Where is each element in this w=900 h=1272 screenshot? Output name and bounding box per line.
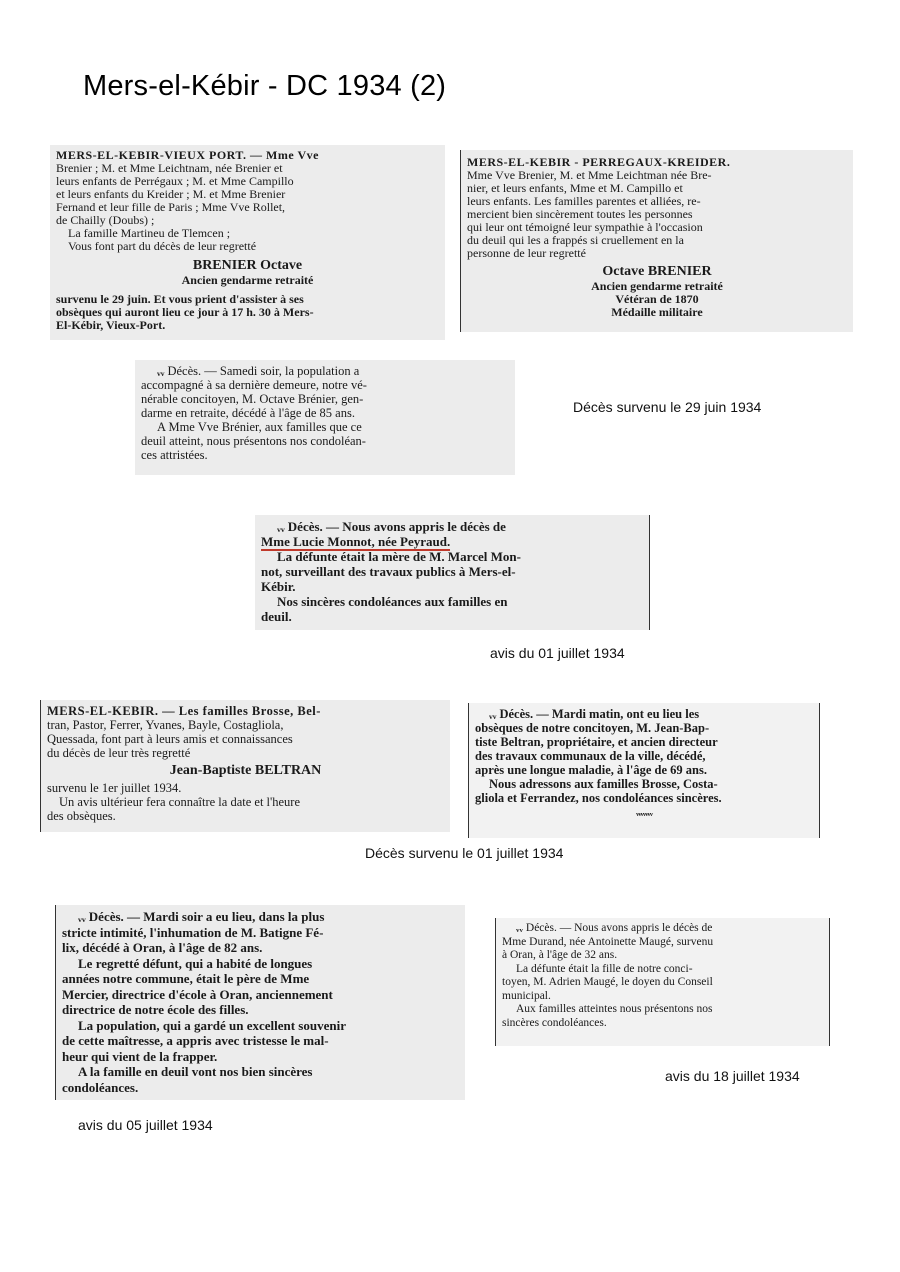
clipping-brenier-obituary bbox=[135, 360, 515, 475]
separator-squiggle: ᵥᵥᵥᵥᵥᵥᵥ bbox=[635, 806, 653, 818]
deceased-name: Mme Lucie Monnot, née Peyraud. bbox=[261, 534, 451, 549]
clipping-line: obsèques qui auront lieu ce jour à 17 h. 30 à Mers- bbox=[56, 305, 314, 319]
deceased-detail: Vétéran de 1870 bbox=[615, 292, 699, 306]
clipping-line: des travaux communaux de la ville, décédé, bbox=[475, 749, 706, 763]
clipping-durand bbox=[495, 918, 830, 1046]
deceased-detail: Ancien gendarme retraité bbox=[591, 279, 723, 293]
clipping-line: gliola et Ferrandez, nos condoléances sincères. bbox=[475, 791, 722, 805]
clipping-line: qui leur ont témoigné leur sympathie à l'occasion bbox=[467, 220, 703, 234]
clipping-line: condoléances. bbox=[62, 1079, 139, 1095]
caption-deces-01-juillet: Décès survenu le 01 juillet 1934 bbox=[365, 845, 564, 861]
deceased-name: Jean-Baptiste BELTRAN bbox=[169, 763, 322, 778]
clipping-line: stricte intimité, l'inhumation de M. Batigne Fé- bbox=[62, 924, 324, 940]
caption-avis-01-juillet: avis du 01 juillet 1934 bbox=[490, 645, 625, 661]
clipping-line: après une longue maladie, à l'âge de 69 ans. bbox=[475, 763, 707, 777]
clipping-line: ces attristées. bbox=[141, 448, 208, 462]
clipping-beltran-announcement bbox=[40, 700, 450, 832]
deceased-name: BRENIER Octave bbox=[192, 258, 303, 273]
clipping-line: Un avis ultérieur fera connaître la date et l'heure bbox=[59, 795, 301, 809]
clipping-line: des obsèques. bbox=[47, 809, 116, 823]
clipping-brenier-announcement bbox=[50, 145, 445, 340]
caption-deces-29-juin: Décès survenu le 29 juin 1934 bbox=[573, 399, 762, 415]
clipping-brenier-thanks bbox=[460, 150, 853, 332]
clipping-line: Fernand et leur fille de Paris ; Mme Vve Rollet, bbox=[56, 200, 286, 214]
clipping-line: El-Kébir, Vieux-Port. bbox=[56, 318, 166, 332]
clipping-line: Nous adressons aux familles Brosse, Costa- bbox=[489, 777, 718, 791]
section-mark-icon: ᵥᵥ bbox=[277, 519, 285, 534]
section-mark-icon: ᵥᵥ bbox=[157, 364, 165, 378]
clipping-line: tran, Pastor, Ferrer, Yvanes, Bayle, Costagliola, bbox=[47, 718, 284, 732]
clipping-line: A Mme Vve Brénier, aux familles que ce bbox=[157, 420, 362, 434]
clipping-line: du décès de leur très regretté bbox=[47, 746, 191, 760]
clipping-line: municipal. bbox=[502, 989, 551, 1002]
clipping-body bbox=[56, 149, 439, 332]
clipping-line: deuil. bbox=[261, 609, 292, 624]
clipping-line: Vous font part du décès de leur regretté bbox=[68, 239, 257, 253]
section-mark-icon: ᵥᵥ bbox=[489, 707, 497, 721]
clipping-line: survenu le 1er juillet 1934. bbox=[47, 781, 182, 795]
clipping-line: La population, qui a gardé un excellent souvenir bbox=[78, 1017, 346, 1033]
clipping-line: heur qui vient de la frapper. bbox=[62, 1048, 218, 1064]
clipping-line: Décès. — Mardi soir a eu lieu, dans la plus bbox=[88, 909, 325, 924]
clipping-line: de cette maîtresse, a appris avec tristesse le mal- bbox=[62, 1033, 329, 1048]
clipping-line: Brenier ; M. et Mme Leichtnam, née Brenier et bbox=[56, 161, 283, 175]
clipping-line: de Chailly (Doubs) ; bbox=[56, 213, 155, 227]
clipping-line: Quessada, font part à leurs amis et connaissances bbox=[47, 732, 293, 746]
clipping-line: Mme Vve Brenier, M. et Mme Leichtman née Bre- bbox=[467, 168, 712, 182]
clipping-line: Kébir. bbox=[261, 579, 296, 594]
clipping-line: lix, décédé à Oran, à l'âge de 82 ans. bbox=[62, 940, 263, 955]
clipping-line: La défunte était la mère de M. Marcel Mon- bbox=[277, 549, 521, 564]
clipping-line: nérable concitoyen, M. Octave Brénier, gen- bbox=[141, 392, 364, 406]
clipping-line: années notre commune, était le père de Mme bbox=[62, 971, 310, 986]
clipping-line: deuil atteint, nous présentons nos condoléan- bbox=[141, 434, 366, 448]
section-mark-icon: ᵥᵥ bbox=[516, 922, 523, 934]
clipping-line: not, surveillant des travaux publics à Mers-el- bbox=[261, 564, 516, 579]
caption-avis-05-juillet: avis du 05 juillet 1934 bbox=[78, 1117, 213, 1133]
clipping-line: accompagné à sa dernière demeure, notre vé- bbox=[141, 378, 367, 392]
clipping-heading: MERS-EL-KEBIR - PERREGAUX-KREIDER. bbox=[467, 155, 731, 169]
clipping-line: à Oran, à l'âge de 32 ans. bbox=[502, 949, 618, 961]
clipping-monnot bbox=[255, 515, 650, 630]
clipping-line: personne de leur regretté bbox=[467, 246, 586, 260]
clipping-line: nier, et leurs enfants, Mme et M. Campillo et bbox=[467, 181, 683, 195]
clipping-line: obsèques de notre concitoyen, M. Jean-Bap- bbox=[475, 721, 710, 735]
clipping-line: directrice de notre école des filles. bbox=[62, 1002, 249, 1017]
clipping-line: A la famille en deuil vont nos bien sincères bbox=[78, 1064, 313, 1079]
clipping-line: Décès. — Nous avons appris le décès de bbox=[287, 519, 506, 534]
deceased-detail: Médaille militaire bbox=[611, 305, 703, 319]
clipping-line: La famille Martineu de Tlemcen ; bbox=[68, 226, 231, 240]
clipping-line: Aux familles atteintes nous présentons nos bbox=[516, 1003, 713, 1015]
clipping-line: darme en retraite, décédé à l'âge de 85 ans. bbox=[141, 406, 355, 420]
clipping-line: toyen, M. Adrien Maugé, le doyen du Conseil bbox=[502, 976, 713, 988]
clipping-line: du deuil qui les a frappés si cruellement en la bbox=[467, 233, 684, 247]
clipping-line: MERS-EL-KEBIR-VIEUX PORT. — Mme Vve bbox=[56, 148, 319, 162]
clipping-line: tiste Beltran, propriétaire, et ancien directeur bbox=[475, 735, 718, 749]
clipping-line: La défunte était la fille de notre conci- bbox=[516, 962, 693, 975]
clipping-beltran-obituary bbox=[468, 703, 820, 838]
clipping-line: et leurs enfants du Kreider ; M. et Mme Brenier bbox=[56, 187, 286, 201]
deceased-name: Octave BRENIER bbox=[602, 264, 712, 279]
clipping-line: Décès. — Nous avons appris le décès de bbox=[525, 922, 713, 934]
clipping-line: Décès. — Samedi soir, la population a bbox=[167, 364, 360, 378]
clipping-batigne bbox=[55, 905, 465, 1100]
clipping-line: MERS-EL-KEBIR. — Les familles Brosse, Bel- bbox=[47, 704, 321, 718]
deceased-role: Ancien gendarme retraité bbox=[181, 273, 314, 287]
page-title: Mers-el-Kébir - DC 1934 (2) bbox=[83, 70, 447, 102]
clipping-line: mercient bien sincèrement toutes les personnes bbox=[467, 207, 693, 221]
clipping-line: sincères condoléances. bbox=[502, 1016, 607, 1029]
clipping-line: Le regretté défunt, qui a habité de longues bbox=[78, 955, 313, 971]
clipping-line: leurs enfants. Les familles parentes et alliées, re- bbox=[467, 194, 701, 208]
clipping-line: leurs enfants de Perrégaux ; M. et Mme Campillo bbox=[56, 174, 294, 188]
clipping-line: survenu le 29 juin. Et vous prient d'assister à ses bbox=[56, 292, 304, 306]
clipping-line: Mme Durand, née Antoinette Maugé, survenu bbox=[502, 935, 714, 948]
clipping-line: Mercier, directrice d'école à Oran, anciennement bbox=[62, 986, 333, 1002]
section-mark-icon: ᵥᵥ bbox=[78, 909, 86, 924]
clipping-line: Nos sincères condoléances aux familles en bbox=[277, 594, 508, 609]
caption-avis-18-juillet: avis du 18 juillet 1934 bbox=[665, 1068, 800, 1084]
clipping-line: Décès. — Mardi matin, ont eu lieu les bbox=[499, 707, 700, 721]
